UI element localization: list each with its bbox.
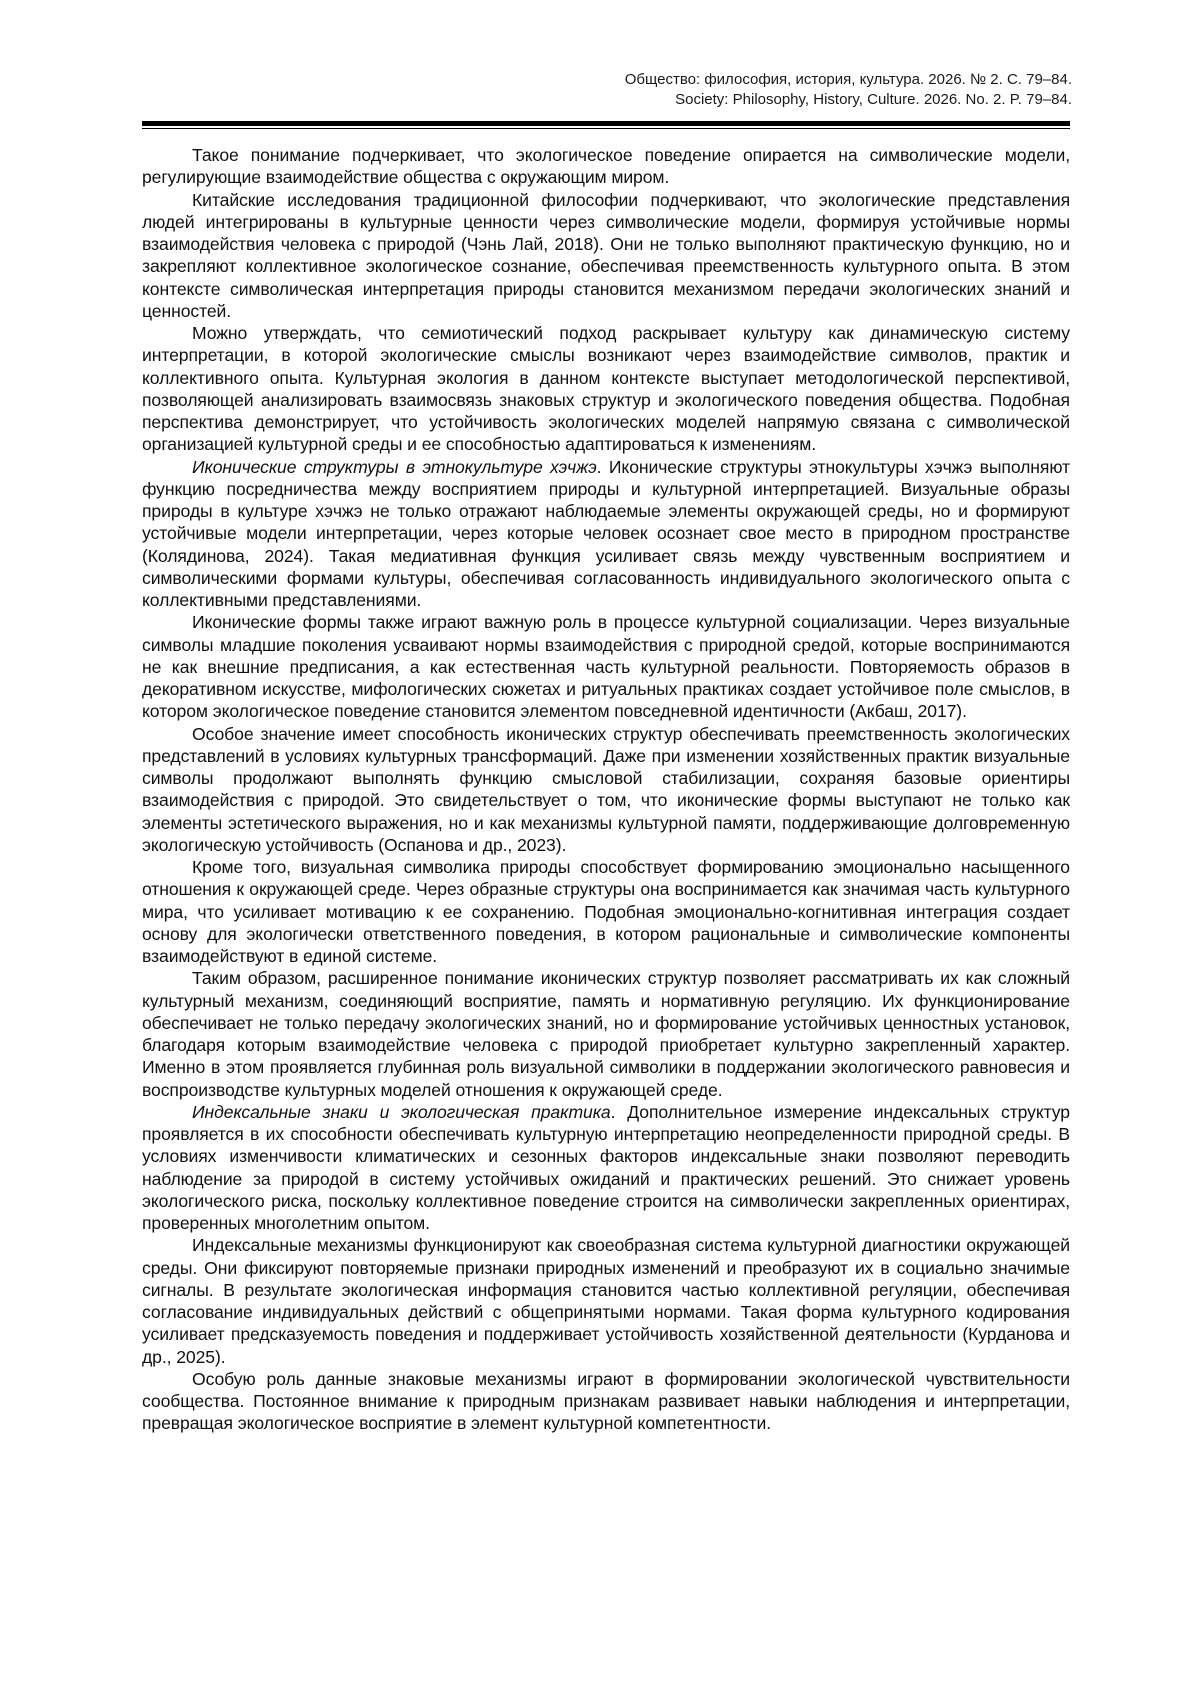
paragraph	[142, 189, 1070, 323]
paragraph-text: Такое понимание подчеркивает, что экологическое поведение опирается на символические модели, регулирующие взаимодействие общества с окружающим миром.	[142, 145, 1070, 188]
paragraph-subheading: Иконические структуры в этнокультуре хэчжэ	[192, 456, 597, 477]
paragraph	[142, 967, 1070, 1101]
paragraph	[142, 456, 1070, 612]
paragraph-text: Особое значение имеет способность иконических структур обеспечивать преемственность экологических представлений в условиях культурных трансформаций. Даже при изменении хозяйственных практик визуальные символы продолжают выполнять функцию смысловой стабилизации, сохраняя базовые ориентиры взаимодействия с природой. Это свидетельствует о том, что иконические формы выступают не только как элементы эстетического выражения, но и как механизмы культурной памяти, поддерживающие долговременную экологическую устойчивость (Оспанова и др., 2023).	[142, 723, 1070, 855]
paragraph-text: Китайские исследования традиционной философии подчеркивают, что экологические представления людей интегрированы в культурные ценности через символические модели, формируя устойчивые нормы взаимодействия человека с природой (Чэнь Лай, 2018). Они не только выполняют практическую функцию, но и закрепляют коллективное экологическое сознание, обеспечивая преемственность культурного опыта. В этом контексте символическая интерпретация природы становится механизмом передачи экологических знаний и ценностей.	[142, 189, 1070, 321]
paragraph-text: Особую роль данные знаковые механизмы играют в формировании экологической чувствительности сообщества. Постоянное внимание к природным признакам развивает навыки наблюдения и интерпретации, превращая экологическое восприятие в элемент культурной компетентности.	[142, 1368, 1070, 1434]
paragraph-text: Индексальные механизмы функционируют как своеобразная система культурной диагностики окружающей среды. Они фиксируют повторяемые признаки природных изменений и преобразуют их в социально значимые сигналы. В результате экологическая информация становится частью коллективной регуляции, обеспечивая согласование индивидуальных действий с общепринятыми нормами. Такая форма культурного кодирования усиливает предсказуемость поведения и поддерживает устойчивость хозяйственной деятельности (Курданова и др., 2025).	[142, 1235, 1070, 1367]
paragraph	[142, 1101, 1070, 1235]
paragraph	[142, 611, 1070, 722]
paragraph-text: . Дополнительное измерение индексальных структур проявляется в их способности обеспечивать культурную интерпретацию неопределенности природной среды. В условиях изменчивости климатических и сезонных факторов индексальные знаки позволяют переводить наблюдение за природой в систему устойчивых ожиданий и практических решений. Это снижает уровень экологического риска, поскольку коллективное поведение строится на символически закрепленных ориентирах, проверенных многолетним опытом.	[142, 1101, 1070, 1233]
paragraph	[142, 1368, 1070, 1435]
article-body	[142, 144, 1070, 1435]
header-rule-thick	[142, 121, 1070, 126]
header-citation-ru: Общество: философия, история, культура. 2026. № 2. С. 79–84.	[624, 71, 1072, 88]
paragraph-text: . Иконические структуры этнокультуры хэчжэ выполняют функцию посредничества между восприятием природы и культурной интерпретацией. Визуальные образы природы в культуре хэчжэ не только отражают наблюдаемые элементы окружающей среды, но и формируют устойчивые модели интерпретации, через которые человек осознает свое место в природном пространстве (Колядинова, 2024). Такая медиативная функция усиливает связь между чувственным восприятием и символическими формами культуры, обеспечивая согласованность индивидуального экологического опыта с коллективными представлениями.	[142, 456, 1070, 610]
paragraph-subheading: Индексальные знаки и экологическая практика	[192, 1101, 611, 1122]
paragraph	[142, 1234, 1070, 1368]
paragraph	[142, 322, 1070, 456]
running-header	[172, 70, 1072, 110]
paragraph	[142, 144, 1070, 189]
header-citation-en: Society: Philosophy, History, Culture. 2026. No. 2. P. 79–84.	[675, 91, 1072, 108]
paragraph-text: Таким образом, расширенное понимание иконических структур позволяет рассматривать их как сложный культурный механизм, соединяющий восприятие, память и нормативную регуляцию. Их функционирование обеспечивает не только передачу экологических знаний, но и формирование устойчивых ценностных установок, благодаря которым взаимодействие человека с природой приобретает культурно закрепленный характер. Именно в этом проявляется глубинная роль визуальной символики в поддержании экологического равновесия и воспроизводстве культурных моделей отношения к окружающей среде.	[142, 968, 1070, 1100]
paragraph	[142, 723, 1070, 857]
header-rule-thin	[142, 128, 1070, 129]
paragraph	[142, 856, 1070, 967]
paragraph-text: Иконические формы также играют важную роль в процессе культурной социализации. Через визуальные символы младшие поколения усваивают нормы взаимодействия с природной средой, которые воспринимаются не как внешние предписания, а как естественная часть культурной реальности. Повторяемость образов в декоративном искусстве, мифологических сюжетах и ритуальных практиках создает устойчивое поле смыслов, в котором экологическое поведение становится элементом повседневной идентичности (Акбаш, 2017).	[142, 612, 1070, 722]
paragraph-text: Кроме того, визуальная символика природы способствует формированию эмоционально насыщенного отношения к окружающей среде. Через образные структуры она воспринимается как значимая часть культурного мира, что усиливает мотивацию к ее сохранению. Подобная эмоционально-когнитивная интеграция создает основу для экологически ответственного поведения, в котором рациональные и символические компоненты взаимодействуют в единой системе.	[142, 857, 1070, 966]
paragraph-text: Можно утверждать, что семиотический подход раскрывает культуру как динамическую систему интерпретации, в которой экологические смыслы возникают через взаимодействие символов, практик и коллективного опыта. Культурная экология в данном контексте выступает методологической перспективой, позволяющей анализировать взаимосвязь знаковых структур и экологического поведения общества. Подобная перспектива демонстрирует, что устойчивость экологических моделей напрямую связана с символической организацией культурной среды и ее способностью адаптироваться к изменениям.	[142, 323, 1070, 455]
